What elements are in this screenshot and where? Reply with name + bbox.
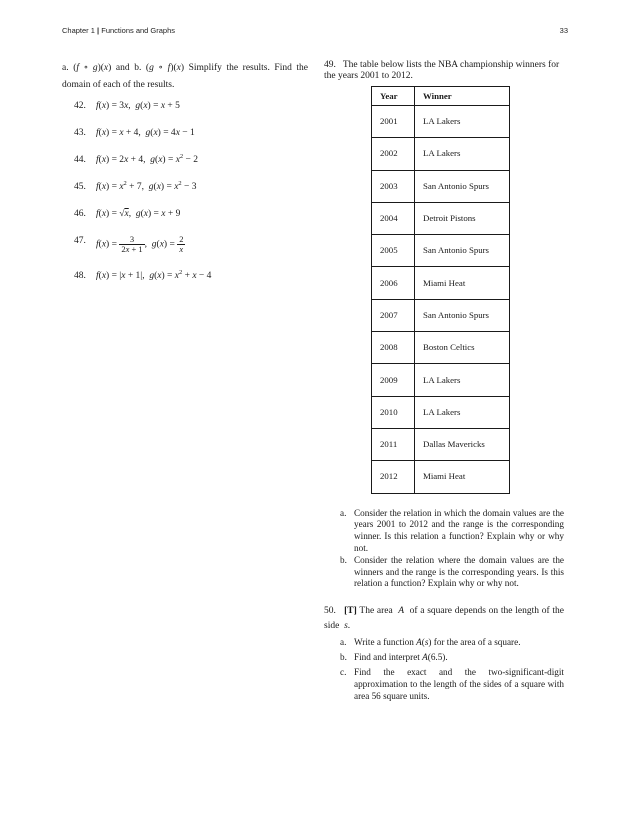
intro-text: Simplify the results. Find the domain of each of the results. bbox=[62, 63, 309, 90]
table-row bbox=[372, 364, 510, 396]
column-header-winner: Winner bbox=[415, 87, 510, 106]
part-label: a. bbox=[340, 637, 347, 648]
question-number: 49. bbox=[324, 60, 336, 70]
exercise-math: f(x) = x + 4, g(x) = 4x − 1 bbox=[96, 128, 195, 138]
nba-champions-table bbox=[371, 86, 510, 494]
year-cell: 2007 bbox=[372, 299, 415, 331]
question-50-stem: 50. [T] The area A of a square depends on the length of the side s. bbox=[324, 606, 565, 632]
table-row bbox=[372, 332, 510, 364]
exercise-45 bbox=[62, 181, 308, 199]
year-cell: 2010 bbox=[372, 396, 415, 428]
header-separator: | bbox=[97, 26, 100, 35]
year-cell: 2011 bbox=[372, 428, 415, 460]
composition-f-g: (f ∘ g)(x) bbox=[73, 63, 112, 73]
winner-cell: Detroit Pistons bbox=[415, 202, 510, 234]
running-head bbox=[62, 26, 175, 35]
table-row bbox=[372, 299, 510, 331]
right-column bbox=[324, 60, 564, 705]
intro-and-b: and b. bbox=[115, 63, 142, 73]
year-cell: 2001 bbox=[372, 106, 415, 138]
year-cell: 2004 bbox=[372, 202, 415, 234]
exercise-44 bbox=[62, 154, 308, 172]
exercise-number: 45. bbox=[74, 182, 86, 192]
part-label: a. bbox=[340, 507, 347, 518]
intro-a-label: a. bbox=[62, 63, 69, 73]
part-text: . bbox=[445, 652, 448, 663]
question-49 bbox=[324, 60, 564, 82]
exercise-47 bbox=[62, 235, 308, 261]
question-50-part-b: b. Find and interpret A(6.5). bbox=[340, 652, 448, 663]
winner-cell: San Antonio Spurs bbox=[415, 235, 510, 267]
exercise-number: 47. bbox=[74, 236, 86, 246]
exercise-43 bbox=[62, 127, 308, 145]
question-50-part-c bbox=[324, 666, 564, 702]
winner-cell: LA Lakers bbox=[415, 106, 510, 138]
question-49-parts bbox=[324, 508, 564, 591]
winner-cell: San Antonio Spurs bbox=[415, 299, 510, 331]
question-number: 50. bbox=[324, 606, 336, 617]
question-text: . bbox=[347, 621, 351, 632]
winner-cell: Boston Celtics bbox=[415, 332, 510, 364]
year-cell: 2005 bbox=[372, 235, 415, 267]
question-text: The area bbox=[359, 606, 393, 617]
exercise-number: 42. bbox=[74, 101, 86, 111]
part-label: b. bbox=[340, 554, 347, 565]
exercise-48 bbox=[62, 270, 308, 288]
year-cell: 2003 bbox=[372, 170, 415, 202]
part-text: Write a function bbox=[354, 637, 414, 648]
fraction: $\frac{3}{2x + 1}$ bbox=[121, 234, 143, 254]
winner-cell: Miami Heat bbox=[415, 461, 510, 493]
exercise-number: 43. bbox=[74, 128, 86, 138]
exercise-math: f(x) = |x + 1|, $g(x) = x^2 + x - 4$ bbox=[96, 269, 212, 281]
part-label: b. bbox=[340, 652, 347, 663]
page-number: 33 bbox=[559, 26, 568, 35]
year-cell: 2009 bbox=[372, 364, 415, 396]
question-text: of a square depends on the length of the side bbox=[324, 606, 565, 632]
table-row bbox=[372, 267, 510, 299]
table-row bbox=[372, 138, 510, 170]
question-49-part-a bbox=[324, 508, 564, 555]
page-header bbox=[62, 26, 568, 38]
technology-tag: [T] bbox=[344, 606, 357, 617]
part-text: for the area of a square. bbox=[433, 637, 521, 648]
part-text: Consider the relation where the domain values are the winners and the range is the corresponding years. Is this relation a function? Explain why or why not. bbox=[354, 554, 564, 589]
table-row bbox=[372, 170, 510, 202]
fraction: $\frac{2}{x}$ bbox=[179, 234, 184, 254]
exercise-intro bbox=[62, 60, 308, 94]
table-row bbox=[372, 428, 510, 460]
exercise-number: 46. bbox=[74, 209, 86, 219]
part-text: Consider the relation in which the domain values are the years 2001 to 2012 and the range is the corresponding winner. Is this relation a function? Explain why or why not. bbox=[354, 507, 564, 553]
exercise-math: f(x) = 2x + 4, $g(x) = x^2 - 2$ bbox=[96, 153, 199, 165]
exercise-math: f(x) = $\frac{3}{2x + 1}$ , g(x) = $\frac{2}{x}$ bbox=[96, 234, 184, 254]
exercise-number: 44. bbox=[74, 155, 86, 165]
year-cell: 2002 bbox=[372, 138, 415, 170]
table-row bbox=[372, 396, 510, 428]
year-cell: 2008 bbox=[372, 332, 415, 364]
question-text: The table below lists the NBA championship winners for the years 2001 to 2012. bbox=[324, 60, 560, 81]
year-cell: 2012 bbox=[372, 461, 415, 493]
section-title: Functions and Graphs bbox=[101, 26, 176, 35]
exercise-math: $f(x) = x^2 + 7$, $g(x) = x^2 - 3$ bbox=[96, 180, 197, 192]
exercise-math: f(x) = 3x, g(x) = x + 5 bbox=[96, 101, 180, 111]
table-row bbox=[372, 235, 510, 267]
winner-cell: LA Lakers bbox=[415, 138, 510, 170]
question-50-part-a: a. Write a function A(s) for the area of a square. bbox=[340, 637, 521, 648]
table-row bbox=[372, 202, 510, 234]
year-cell: 2006 bbox=[372, 267, 415, 299]
table-header-row bbox=[372, 87, 510, 106]
exercise-math: f(x) = √x, g(x) = x + 9 bbox=[96, 209, 181, 219]
part-label: c. bbox=[340, 667, 347, 678]
left-column bbox=[62, 60, 308, 297]
part-text: Find the exact and the two-significant-digit approximation to the length of the sides of a square with area 56 square units. bbox=[354, 667, 564, 702]
exercise-46 bbox=[62, 208, 308, 226]
composition-g-f: (g ∘ f)(x) bbox=[145, 63, 185, 73]
winner-cell: LA Lakers bbox=[415, 364, 510, 396]
question-50 bbox=[324, 604, 564, 702]
winner-cell: LA Lakers bbox=[415, 396, 510, 428]
column-header-year: Year bbox=[372, 87, 415, 106]
chapter-label: Chapter 1 bbox=[62, 26, 95, 35]
table-row bbox=[372, 106, 510, 138]
table-row bbox=[372, 461, 510, 493]
winner-cell: Miami Heat bbox=[415, 267, 510, 299]
question-49-part-b bbox=[324, 555, 564, 590]
exercise-42 bbox=[62, 100, 308, 118]
winner-cell: San Antonio Spurs bbox=[415, 170, 510, 202]
part-text: Find and interpret bbox=[354, 652, 420, 663]
exercise-number: 48. bbox=[74, 271, 86, 281]
winner-cell: Dallas Mavericks bbox=[415, 428, 510, 460]
